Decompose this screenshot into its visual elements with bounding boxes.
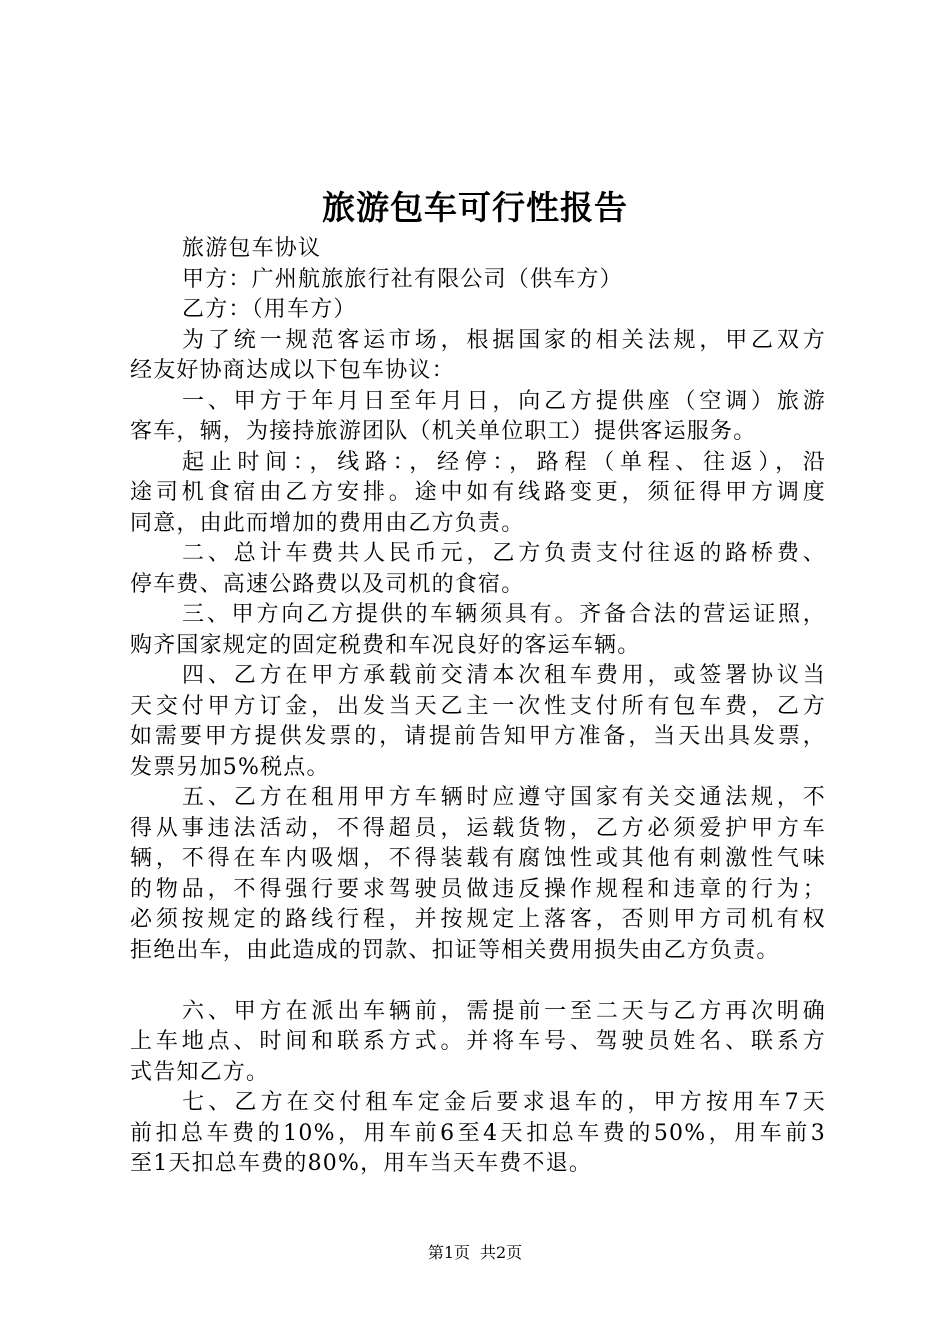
paragraph-line: 七、乙方在交付租车定金后要求退车的，甲方按用车7天 [182, 1090, 826, 1115]
paragraph-line: 如需要甲方提供发票的，请提前告知甲方准备，当天出具发票， [130, 724, 826, 749]
document-title: 旅游包车可行性报告 [322, 188, 628, 227]
paragraph-line: 经友好协商达成以下包车协议： [130, 358, 455, 383]
paragraph-line: 同意，由此而增加的费用由乙方负责。 [130, 510, 525, 536]
party-a-line: 甲方：广州航旅旅行社有限公司（供车方） [182, 266, 623, 292]
paragraph-line: 二、总计车费共人民币元，乙方负责支付往返的路桥费、 [182, 541, 826, 566]
paragraph-line: 发票另加5%税点。 [130, 754, 330, 780]
paragraph-line: 一、甲方于年月日至年月日，向乙方提供座（空调）旅游 [182, 388, 826, 414]
paragraph-line: 拒绝出车，由此造成的罚款、扣证等相关费用损失由乙方负责。 [130, 937, 780, 963]
paragraph-line: 上车地点、时间和联系方式。并将车号、驾驶员姓名、联系方 [130, 1029, 826, 1054]
party-b-line: 乙方：（用车方） [182, 297, 357, 322]
paragraph-line: 得从事违法活动，不得超员，运载货物，乙方必须爱护甲方车 [130, 815, 826, 841]
paragraph-line: 客车，辆，为接持旅游团队（机关单位职工）提供客运服务。 [130, 419, 757, 444]
subtitle-line: 旅游包车协议 [182, 236, 322, 261]
paragraph-line: 式告知乙方。 [130, 1059, 270, 1085]
paragraph-line: 天交付甲方订金，出发当天乙主一次性支付所有包车费，乙方 [130, 693, 826, 719]
paragraph-line: 辆，不得在车内吸烟，不得装载有腐蚀性或其他有刺激性气味 [130, 846, 826, 871]
paragraph-gap [130, 966, 826, 997]
paragraph-line: 停车费、高速公路费以及司机的食宿。 [130, 571, 525, 597]
paragraph-line: 五、乙方在租用甲方车辆时应遵守国家有关交通法规，不 [182, 785, 826, 810]
page-total: 共2页 [480, 1243, 523, 1262]
paragraph-line: 三、甲方向乙方提供的车辆须具有。齐备合法的营运证照， [182, 602, 826, 627]
paragraph-line: 六、甲方在派出车辆前，需提前一至二天与乙方再次明确 [182, 998, 826, 1024]
paragraph-line: 至1天扣总车费的80%，用车当天车费不退。 [130, 1151, 593, 1176]
paragraph-line: 的物品，不得强行要求驾驶员做违反操作规程和违章的行为； [130, 876, 826, 902]
paragraph-line: 起止时间：，线路：，经停：，路程（单程、往返），沿 [182, 449, 826, 475]
document-body [130, 234, 826, 1180]
paragraph-line: 前扣总车费的10%，用车前6至4天扣总车费的50%，用车前3 [130, 1120, 826, 1146]
paragraph-line: 必须按规定的路线行程，并按规定上落客，否则甲方司机有权 [130, 907, 826, 932]
paragraph-line: 为了统一规范客运市场，根据国家的相关法规，甲乙双方 [182, 327, 826, 353]
paragraph-line: 途司机食宿由乙方安排。途中如有线路变更，须征得甲方调度 [130, 480, 826, 505]
page-footer [0, 1243, 950, 1263]
page-number: 第1页 [427, 1243, 470, 1262]
paragraph-line: 购齐国家规定的固定税费和车况良好的客运车辆。 [130, 632, 641, 658]
paragraph-line: 四、乙方在甲方承载前交清本次租车费用，或签署协议当 [182, 663, 826, 688]
